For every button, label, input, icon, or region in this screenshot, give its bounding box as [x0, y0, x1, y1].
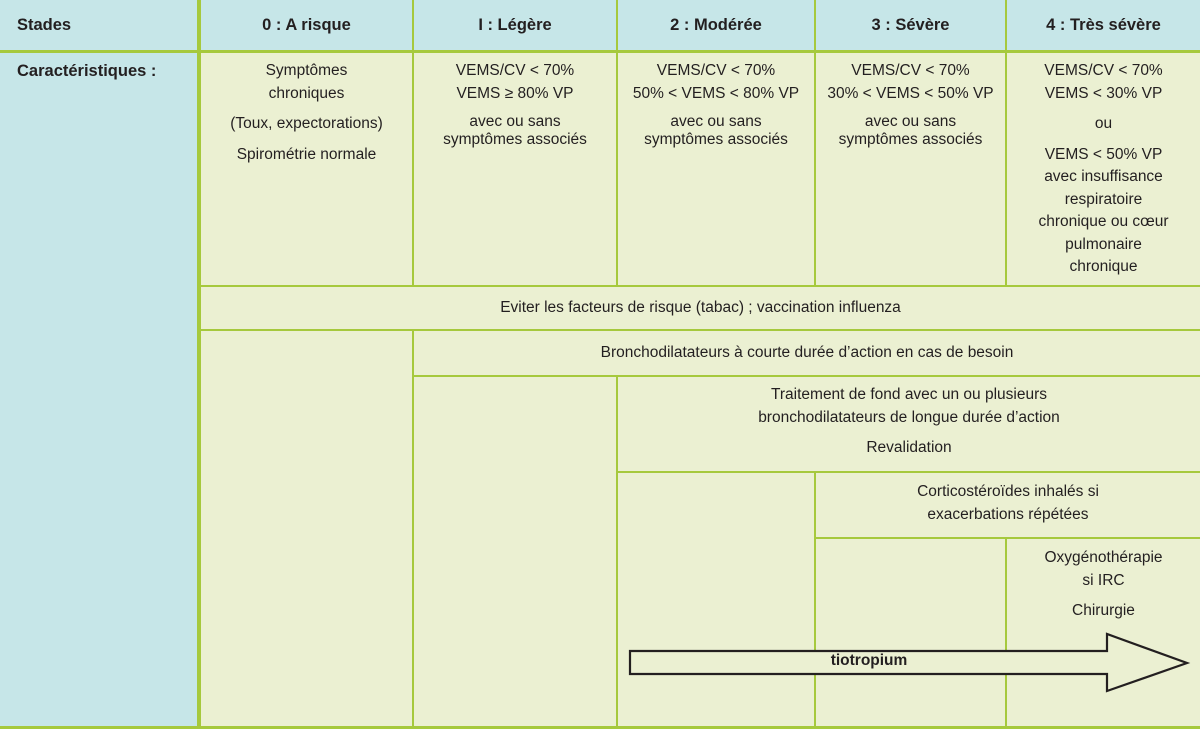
char-1-line-4: symptômes associés [443, 131, 587, 148]
char-4-line-6: respiratoire [1064, 190, 1143, 208]
char-0-line-4: Spirométrie normale [236, 145, 377, 163]
header-stage-4: 4 : Très sévère [1007, 0, 1200, 51]
grid-h-4 [618, 471, 1200, 473]
char-1-line-2: VEMS ≥ 80% VP [456, 84, 574, 102]
grid-v-2-top [616, 0, 618, 286]
char-4-line-7: chronique ou cœur [1038, 213, 1169, 230]
grid-v-4-top [1005, 0, 1007, 286]
char-1-line-3: avec ou sans [469, 113, 561, 130]
grid-h-1 [201, 285, 1200, 287]
header-stage-2: 2 : Modérée [618, 0, 814, 51]
grid-v-1-top [412, 0, 414, 286]
grid-v-2-bottom [616, 376, 618, 729]
char-4-line-5: avec insuffisance [1044, 168, 1163, 185]
char-3-line-4: symptômes associés [838, 131, 983, 148]
oxygen-line-2: si IRC [1082, 571, 1125, 589]
char-2-line-2: 50% < VEMS < 80% VP [632, 84, 800, 102]
treatment-long-acting [618, 384, 1200, 460]
long-acting-line-1: Traitement de fond avec un ou plusieurs [770, 386, 1047, 403]
char-1-line-1: VEMS/CV < 70% [455, 62, 575, 79]
header-stage-3: 3 : Sévère [816, 0, 1005, 51]
grid-h-3 [414, 375, 1200, 377]
grid-v-3-top [814, 0, 816, 286]
char-0-line-2: chroniques [268, 84, 345, 102]
revalidation-label: Revalidation [866, 439, 952, 456]
oxygen-line-1: Oxygénothérapie [1044, 549, 1163, 566]
row-label-characteristics: Caractéristiques : [17, 62, 157, 80]
char-4-line-8: pulmonaire [1065, 235, 1142, 253]
grid-h-2 [201, 329, 1200, 331]
grid-v-1-bottom [412, 330, 414, 729]
treatment-oxygen-surgery [1007, 547, 1200, 623]
char-2-line-3: avec ou sans [670, 113, 762, 130]
char-stage-2 [618, 60, 814, 149]
char-4-line-2: VEMS < 30% VP [1044, 84, 1163, 102]
long-acting-line-2: bronchodilatateurs de longue durée d’action [758, 408, 1060, 426]
treatment-avoid-risk: Eviter les facteurs de risque (tabac) ; vaccination influenza [500, 298, 901, 316]
char-stage-1 [414, 60, 616, 149]
tiotropium-label: tiotropium [830, 652, 908, 669]
cortico-line-1: Corticostéroïdes inhalés si [917, 483, 1099, 500]
char-stage-0 [201, 60, 412, 166]
char-0-line-3: (Toux, expectorations) [230, 115, 383, 132]
grid-v-0 [197, 0, 201, 729]
char-stage-3 [816, 60, 1005, 149]
header-stage-1: I : Légère [414, 0, 616, 51]
header-stage-0: 0 : A risque [201, 0, 412, 51]
char-4-line-9: chronique [1069, 258, 1138, 275]
char-0-line-1: Symptômes [265, 62, 348, 79]
char-2-line-4: symptômes associés [644, 131, 788, 148]
char-2-line-1: VEMS/CV < 70% [656, 62, 776, 79]
char-4-line-4: VEMS < 50% VP [1044, 145, 1163, 163]
grid-h-header [0, 50, 1200, 53]
surgery-label: Chirurgie [1072, 602, 1135, 619]
char-4-line-3: ou [1094, 115, 1113, 132]
cortico-line-2: exacerbations répétées [927, 505, 1089, 523]
treatment-corticosteroids [816, 481, 1200, 526]
char-3-line-2: 30% < VEMS < 50% VP [827, 84, 994, 102]
label-column-bg [0, 51, 197, 729]
header-stades: Stades [0, 0, 197, 51]
char-stage-4 [1007, 60, 1200, 279]
char-3-line-3: avec ou sans [864, 113, 957, 130]
grid-h-5 [816, 537, 1200, 539]
char-4-line-1: VEMS/CV < 70% [1044, 62, 1163, 79]
char-3-line-1: VEMS/CV < 70% [851, 62, 970, 79]
treatment-short-acting: Bronchodilatateurs à courte durée d’action en cas de besoin [600, 343, 1014, 361]
